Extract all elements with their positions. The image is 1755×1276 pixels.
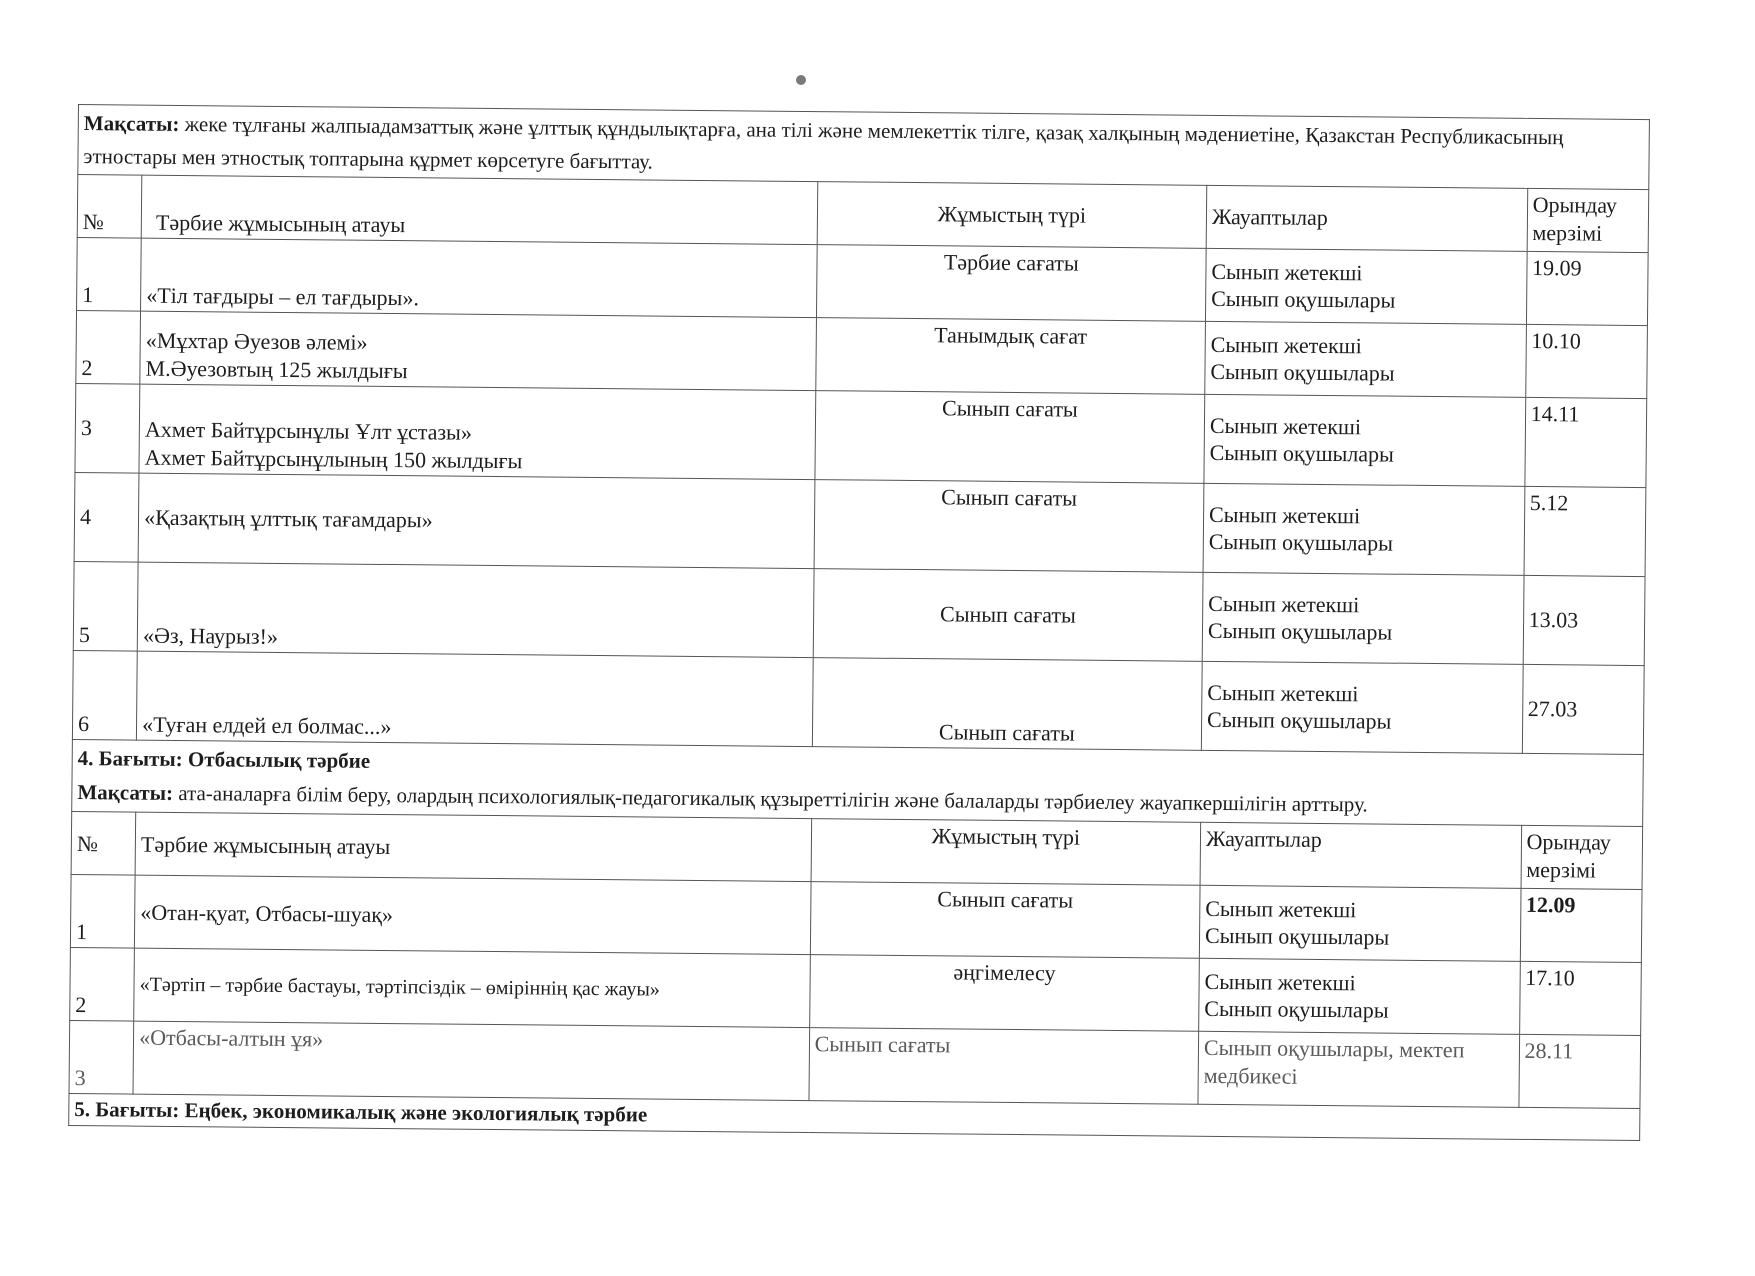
header-num: №	[77, 175, 142, 239]
row-name-line: «Қазақтың ұлттық тағамдары»	[144, 504, 433, 533]
education-plan-table	[68, 104, 1650, 1141]
row-date: 5.12	[1524, 486, 1646, 576]
row-type: Сынып сағаты	[815, 391, 1205, 484]
responsible-line: Сынып жетекші	[1211, 258, 1363, 285]
row-num: 3	[75, 384, 140, 474]
table-row	[72, 651, 1644, 755]
header-name: Тәрбие жұмысының атауы	[135, 812, 811, 881]
row-responsible	[1205, 248, 1526, 324]
row-name-line: «Тіл тағдыры – ел тағдыры».	[146, 282, 420, 310]
table-row	[73, 562, 1645, 666]
row-name	[140, 311, 816, 390]
row-num: 5	[73, 562, 138, 652]
section5-direction: 5. Бағыты: Еңбек, экономикалық және экологиялық тәрбие	[69, 1094, 1640, 1140]
row-num: 4	[74, 473, 139, 563]
row-responsible	[1202, 572, 1523, 664]
header-deadline: Орындау мерзімі	[1527, 189, 1649, 253]
row-num: 1	[70, 875, 135, 949]
table-row	[74, 473, 1646, 577]
responsible-line: Сынып жетекші	[1210, 331, 1362, 358]
row-responsible	[1198, 1032, 1519, 1108]
row-name-line: «Туған елдей ел болмас...»	[142, 711, 392, 739]
row-type: Сынып сағаты	[812, 658, 1202, 751]
section4-goal-text: ата-аналарға білім беру, олардың психологиялық-педагогикалық құзыреттілігін және балаларды тәрбиелеу жауапкершілігін арттыру.	[178, 780, 1368, 817]
responsible-line: Сынып жетекші	[1205, 895, 1357, 923]
section4-direction: 4. Бағыты: Отбасылық тәрбие	[77, 746, 371, 773]
row-name	[137, 562, 813, 657]
section4-goal-label: Мақсаты:	[77, 779, 174, 805]
row-type: әңгімелесу	[809, 955, 1199, 1032]
responsible-line: Сынып жетекші	[1204, 968, 1356, 996]
row-date: 28.11	[1518, 1035, 1640, 1109]
row-date: 17.10	[1519, 962, 1641, 1036]
responsible-line: Сынып оқушылары	[1204, 923, 1390, 950]
row-name: «Отан-қуат, Отбасы-шуақ»	[135, 875, 811, 954]
row-name: «Тәртіп – тәрбие бастауы, тәртіпсіздік – өміріннің қас жауы»	[134, 948, 810, 1027]
row-name: «Отбасы-алтын ұя»	[133, 1021, 809, 1100]
row-responsible	[1203, 483, 1524, 575]
row-date: 12.09	[1520, 889, 1642, 963]
row-date: 19.09	[1526, 252, 1648, 326]
row-name	[139, 384, 815, 479]
responsible-line: Сынып жетекші	[1209, 412, 1362, 439]
row-date: 27.03	[1522, 664, 1644, 754]
row-responsible	[1204, 394, 1525, 486]
row-name-line: М.Әуезовтың 125 жылдығы	[145, 355, 408, 383]
row-date: 13.03	[1523, 575, 1645, 665]
row-type: Сынып сағаты	[810, 882, 1200, 959]
header-responsible: Жауаптылар	[1200, 823, 1521, 889]
row-name-line: Ахмет Байтұрсынұлының 150 жылдығы	[144, 444, 523, 473]
row-date: 10.10	[1525, 325, 1647, 399]
scan-dot	[796, 75, 806, 85]
header-num: №	[71, 812, 136, 876]
row-num: 1	[77, 238, 142, 312]
responsible-line: Сынып жетекші	[1208, 501, 1361, 528]
header-deadline: Орындау мерзімі	[1521, 826, 1643, 890]
header-responsible: Жауаптылар	[1206, 185, 1527, 251]
document-sheet	[68, 104, 1650, 1141]
responsible-line: Сынып жетекші	[1207, 679, 1359, 706]
header-type: Жұмыстың түрі	[817, 182, 1207, 249]
table-row	[75, 384, 1647, 488]
responsible-line: Сынып оқушылары	[1204, 996, 1389, 1023]
responsible-line: Сынып оқушылары	[1209, 439, 1395, 467]
row-type: Сынып сағаты	[813, 569, 1203, 662]
row-responsible	[1205, 321, 1526, 397]
responsible-line: Сынып оқушылары	[1211, 285, 1396, 313]
row-name	[141, 238, 817, 317]
row-name-line: «Мұхтар Әуезов әлемі»	[145, 327, 368, 355]
section3-goal-text: жеке тұлғаны жалпыадамзаттық және ұлттық құндылықтарға, ана тілі және мемлекеттік тілге, қазақ халқының мәдениетіне, Қазакстан Республикасының этностары мен этностық топтарына құрмет көрсетуге бағыттау.	[83, 112, 1564, 174]
responsible-line: медбикесі	[1203, 1062, 1298, 1089]
row-num: 2	[76, 311, 141, 385]
responsible-line: Сынып оқушылары	[1210, 358, 1395, 386]
row-name-line: «Әз, Наурыз!»	[142, 622, 279, 649]
row-name-line: Ахмет Байтұрсынұлы Ұлт ұстазы»	[144, 416, 473, 445]
row-type: Сынып сағаты	[814, 480, 1204, 573]
row-name	[137, 651, 813, 746]
responsible-line: Сынып жетекші	[1208, 590, 1360, 617]
row-responsible	[1201, 661, 1522, 753]
row-type: Сынып сағаты	[809, 1028, 1199, 1105]
row-name	[138, 473, 814, 568]
row-responsible	[1199, 886, 1520, 962]
responsible-line: Сынып оқушылары	[1207, 617, 1393, 645]
header-type: Жұмыстың түрі	[811, 819, 1201, 886]
row-num: 3	[69, 1021, 134, 1095]
row-num: 2	[70, 948, 135, 1022]
row-type: Тәрбие сағаты	[816, 245, 1206, 322]
section3-goal-label: Мақсаты:	[83, 111, 180, 136]
responsible-line: Сынып оқушылары	[1206, 706, 1392, 734]
header-name: Тәрбие жұмысының атауы	[141, 175, 817, 244]
responsible-line: Сынып оқушылары, мектеп	[1203, 1035, 1465, 1063]
row-date: 14.11	[1524, 398, 1646, 488]
row-responsible	[1199, 959, 1520, 1035]
responsible-line: Сынып оқушылары	[1208, 528, 1394, 556]
row-num: 6	[72, 651, 137, 741]
row-type: Танымдық сағат	[815, 318, 1205, 395]
